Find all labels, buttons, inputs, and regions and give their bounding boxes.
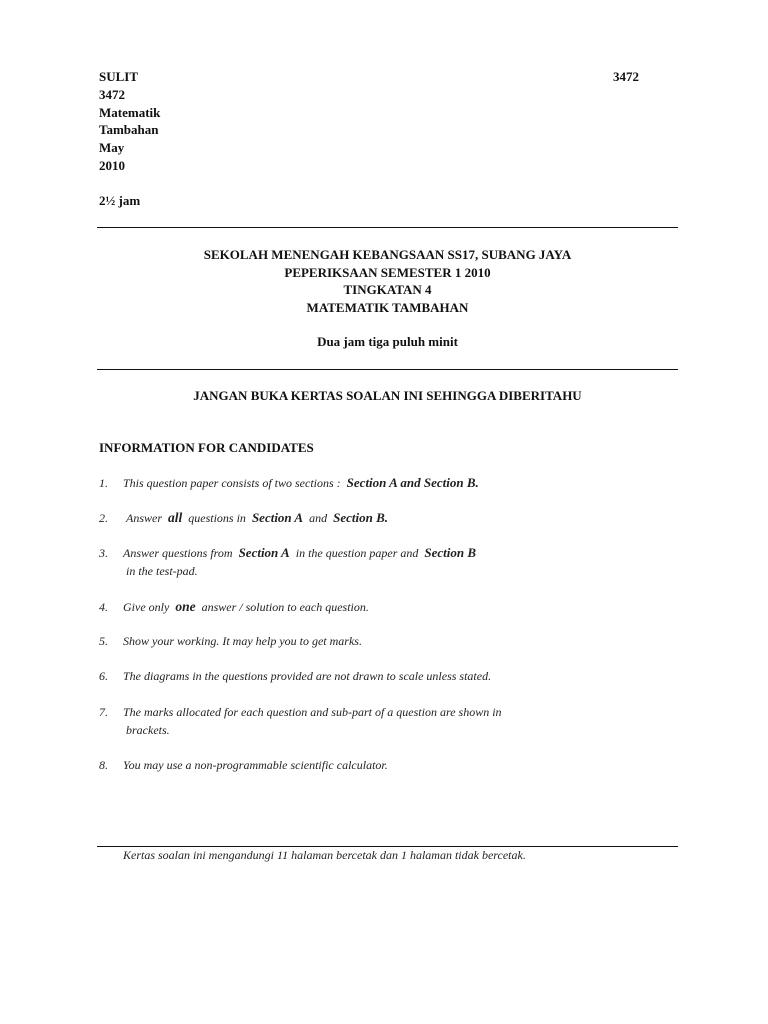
exam-name: PEPERIKSAAN SEMESTER 1 2010 xyxy=(284,264,491,280)
subject-line-1: Matematik xyxy=(99,104,161,120)
page-count-note: Kertas soalan ini mengandungi 11 halaman bercetak dan 1 halaman tidak bercetak. xyxy=(123,848,526,862)
exam-duration: 2½ jam xyxy=(99,192,141,208)
paper-code-right: 3472 xyxy=(613,69,639,84)
instruction-item: 2. Answer all questions in Section A and Section B. xyxy=(99,510,389,525)
paper-code: 3472 xyxy=(99,86,125,102)
subject-title: MATEMATIK TAMBAHAN xyxy=(306,299,469,315)
subject-line-2: Tambahan xyxy=(99,122,159,138)
instruction-item: 6. The diagrams in the questions provided are not drawn to scale unless stated. xyxy=(99,669,492,683)
instruction-item: 4. Give only one answer / solution to each question. xyxy=(99,599,369,614)
instruction-item: 1. This question paper consists of two sections : Section A and Section B. xyxy=(99,475,479,490)
title-block xyxy=(97,246,678,316)
instruction-item: 8. You may use a non-programmable scientific calculator. xyxy=(99,758,388,772)
time-allowed: Dua jam tiga puluh minit xyxy=(317,334,458,349)
school-name: SEKOLAH MENENGAH KEBANGSAAN SS17, SUBANG JAYA xyxy=(203,247,572,262)
divider xyxy=(97,369,678,370)
paper-details xyxy=(99,68,160,210)
instruction-item: 5. Show your working. It may help you to get marks. xyxy=(99,634,362,648)
instruction-item: 3. Answer questions from Section A in the question paper and Section B in the test-pad. xyxy=(99,545,477,578)
instruction-item: 7. The marks allocated for each question and sub-part of a question are shown in brackets. xyxy=(99,705,502,737)
form-level: TINGKATAN 4 xyxy=(343,282,432,298)
divider xyxy=(97,846,678,847)
exam-year: 2010 xyxy=(99,157,125,173)
exam-month: May xyxy=(99,140,125,156)
confidentiality-label: SULIT xyxy=(99,69,139,84)
do-not-open-warning: JANGAN BUKA KERTAS SOALAN INI SEHINGGA DIBERITAHU xyxy=(193,388,582,403)
divider xyxy=(97,227,678,228)
info-heading: INFORMATION FOR CANDIDATES xyxy=(99,440,314,455)
